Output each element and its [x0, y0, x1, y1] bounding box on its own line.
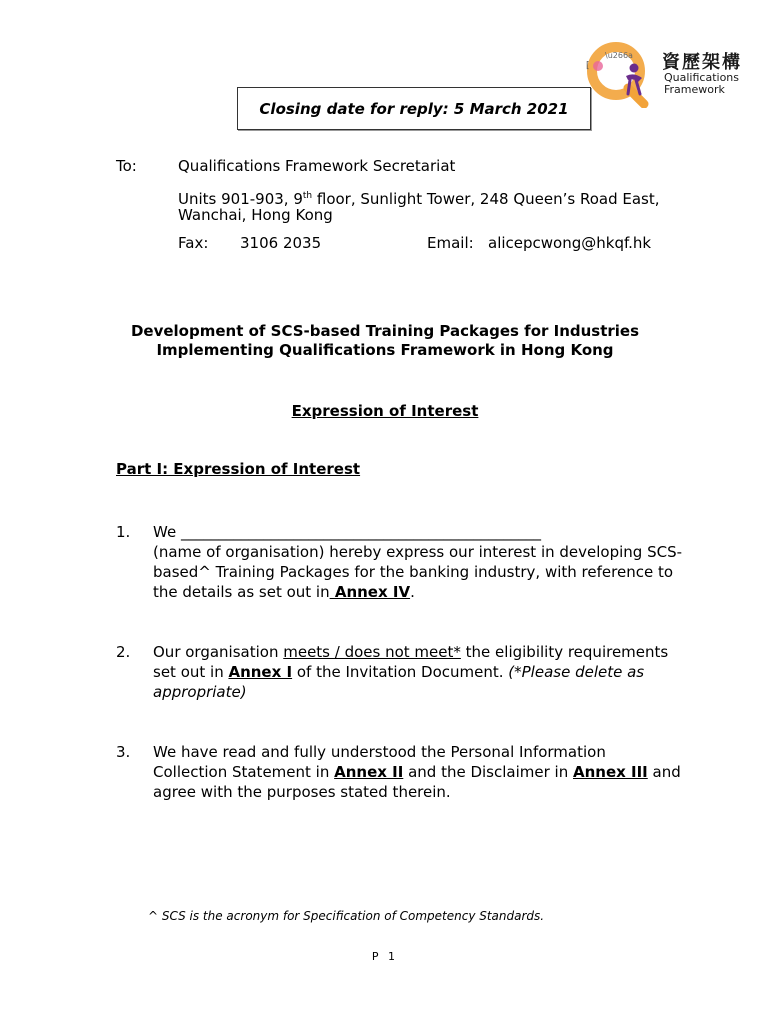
item-3-line-3: agree with the purposes stated therein.	[153, 783, 451, 801]
page-number: P 1	[371, 950, 399, 963]
email-address[interactable]: alicepcwong@hkqf.hk	[488, 234, 652, 252]
item-1-line-4: the details as set out in Annex IV.	[153, 583, 415, 601]
item-2-number: 2.	[116, 643, 131, 661]
item-1-line-1: We ________________________________________________	[153, 523, 541, 541]
doc-title-line-2: Implementing Qualifications Framework in Hong Kong	[156, 341, 614, 359]
item-3-line-2: Collection Statement in Annex II and the Disclaimer in Annex III and	[153, 763, 681, 781]
item-3-number: 3.	[116, 743, 131, 761]
annex-i-link[interactable]: Annex I	[228, 663, 293, 681]
footnote: ^ SCS is the acronym for Specification of Competency Standards.	[148, 909, 545, 923]
fax-label: Fax:	[178, 234, 209, 252]
address-line-2: Wanchai, Hong Kong	[178, 206, 333, 224]
item-3-line-1: We have read and fully understood the Personal Information	[153, 743, 606, 761]
meets-option: meets / does not meet*	[283, 643, 461, 661]
fax-number: 3106 2035	[240, 234, 322, 252]
item-2-line-3: appropriate)	[153, 683, 247, 701]
item-1-line-2: (name of organisation) hereby express our interest in developing SCS-	[153, 543, 682, 561]
item-2-line-1: Our organisation meets / does not meet* the eligibility requirements	[153, 643, 669, 661]
annex-ii-link[interactable]: Annex II	[334, 763, 404, 781]
annex-iii-link[interactable]: Annex III	[572, 763, 648, 781]
svg-text:\u266a: \u266a	[605, 51, 633, 60]
logo-chinese-text: 資歷架構	[662, 52, 742, 73]
address-line-1: Units 901-903, 9th floor, Sunlight Tower, 248 Queen’s Road East,	[178, 190, 660, 208]
addressee-name: Qualifications Framework Secretariat	[178, 157, 456, 175]
item-1-line-3: based^ Training Packages for the banking industry, with reference to	[153, 563, 673, 581]
to-label: To:	[116, 157, 137, 175]
annex-iv-link[interactable]: Annex IV	[329, 583, 411, 601]
item-1-number: 1.	[116, 523, 131, 541]
closing-date-text: Closing date for reply: 5 March 2021	[259, 99, 569, 118]
svg-text:[: [	[586, 61, 590, 71]
doc-title-line-1: Development of SCS-based Training Packages for Industries	[130, 322, 640, 340]
part-heading: Part I: Expression of Interest	[116, 460, 361, 478]
doc-subtitle: Expression of Interest	[291, 402, 479, 420]
logo-english-line1: Qualifications	[664, 71, 740, 84]
item-2-line-2: set out in Annex I of the Invitation Document. (*Please delete as	[153, 663, 645, 681]
logo-english-line2: Framework	[664, 83, 725, 96]
qf-logo	[578, 38, 748, 108]
email-label: Email:	[427, 234, 474, 252]
closing-date-box	[237, 87, 591, 130]
